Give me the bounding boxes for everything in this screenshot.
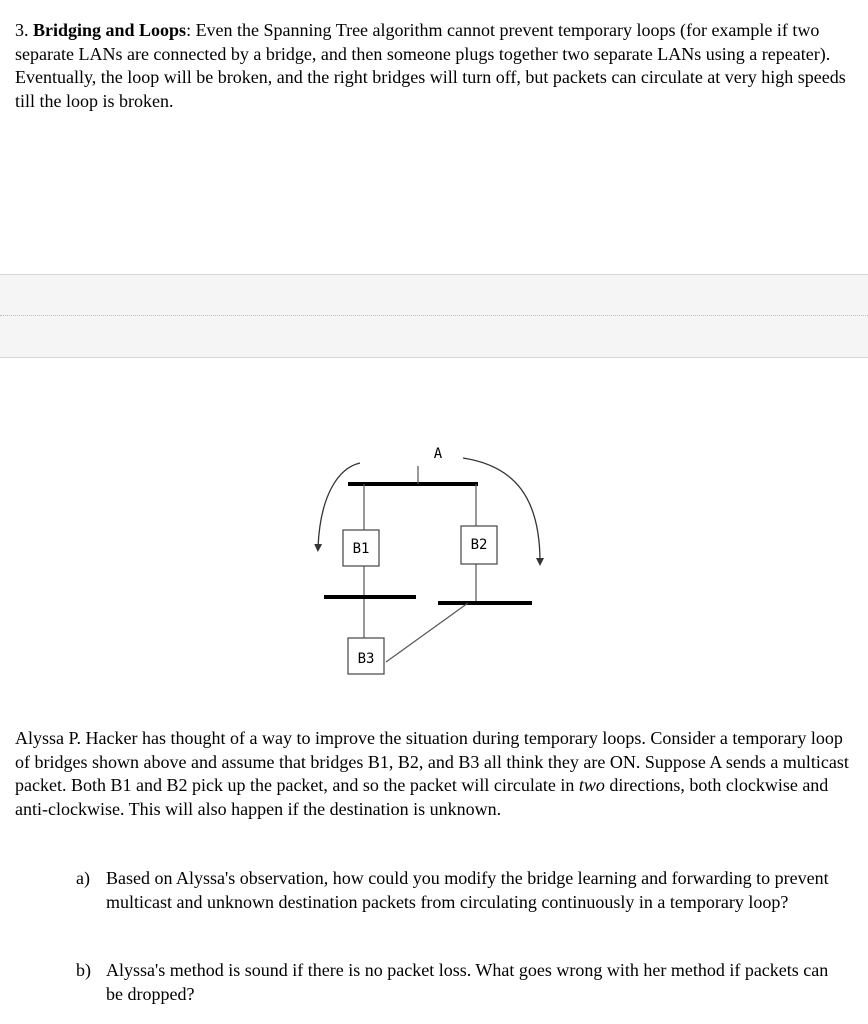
problem-intro bbox=[15, 19, 855, 113]
link-b3-lan-right bbox=[386, 603, 468, 662]
problem-title: Bridging and Loops bbox=[33, 20, 187, 40]
question-a-text: Based on Alyssa's observation, how could you modify the bridge learning and forwarding to prevent multicast and unknown destination packets from circulating continuously in a temporary loop? bbox=[106, 868, 829, 912]
bridge-b1-label: B1 bbox=[352, 541, 370, 557]
question-b-label: b) bbox=[76, 960, 91, 980]
bridge-b3-label: B3 bbox=[357, 651, 375, 667]
host-a-label: A bbox=[433, 446, 443, 462]
problem-number: 3. bbox=[15, 20, 29, 40]
scenario-emphasis: two bbox=[578, 775, 605, 795]
scenario-text-2: directions, both clockwise and anti-clockwise. This will also happen if the destination is unknown. bbox=[15, 775, 829, 819]
question-a-label: a) bbox=[76, 868, 90, 888]
separator-dotted-line bbox=[0, 315, 868, 316]
scenario-paragraph bbox=[15, 727, 855, 821]
page-separator bbox=[0, 274, 868, 358]
scenario-text-1: Alyssa P. Hacker has thought of a way to improve the situation during temporary loops. Consider a temporary loop of bridges shown above and assume that bridges B1, B2, and B3 all think they are ON. Suppose A sends a multicast packet. Both B1 and B2 pick up the packet, and so the packet will circulate in bbox=[15, 728, 849, 795]
question-a bbox=[76, 867, 846, 914]
question-b bbox=[76, 959, 846, 1006]
problem-intro-text: : Even the Spanning Tree algorithm cannot prevent temporary loops (for example if two separate LANs are connected by a bridge, and then someone plugs together two separate LANs using a repeater). Eventually, the loop will be broken, and the right bridges will turn off, but packets can circulate at very high speeds till the loop is broken. bbox=[15, 20, 846, 111]
bridge-b2-label: B2 bbox=[470, 537, 488, 553]
question-b-text: Alyssa's method is sound if there is no packet loss. What goes wrong with her method if packets can be dropped? bbox=[106, 960, 829, 1004]
bridge-loop-diagram bbox=[300, 436, 550, 686]
